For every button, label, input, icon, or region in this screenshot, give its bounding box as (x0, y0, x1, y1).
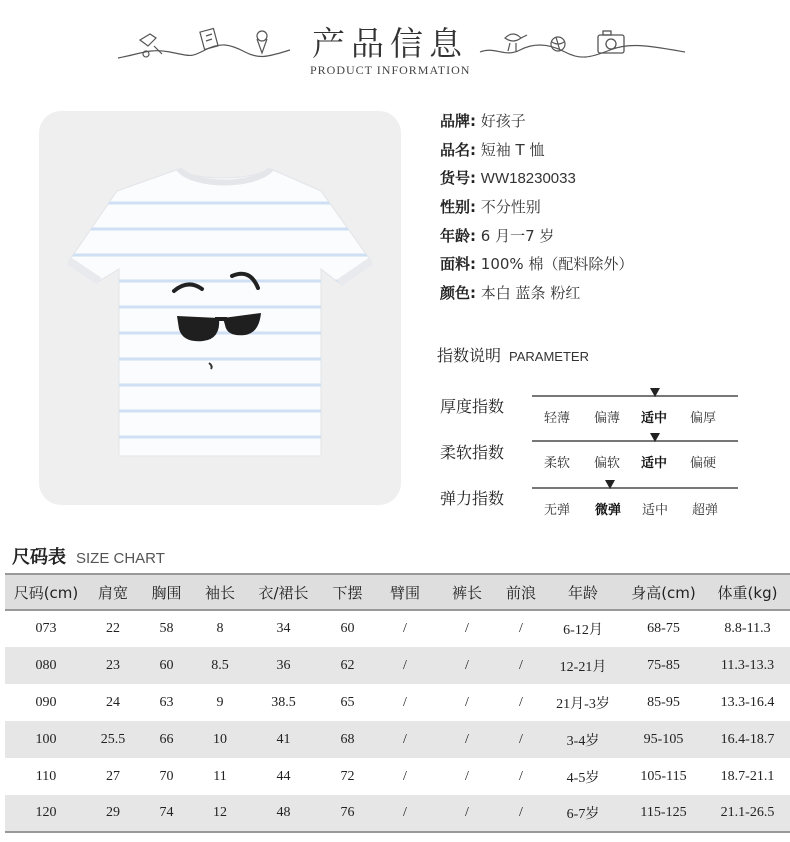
info-value: 本白 蓝条 粉红 (480, 284, 581, 303)
table-cell: / (465, 768, 469, 784)
product-info-list (440, 111, 780, 312)
table-cell: / (465, 621, 469, 636)
table-row (5, 795, 790, 832)
table-cell: 36 (246, 647, 321, 684)
size-chart-table (5, 573, 790, 833)
info-value: 短袖 T 恤 (480, 140, 545, 159)
index-marker-icon (605, 480, 615, 489)
table-cell: 105-115 (640, 768, 687, 784)
table-cell: 44 (276, 768, 291, 784)
table-cell: 41 (246, 721, 321, 758)
table-cell: 62 (321, 647, 374, 684)
table-cell: / (436, 647, 498, 684)
index-option: 偏薄 (594, 411, 621, 426)
table-cell: 11 (213, 768, 227, 784)
table-cell: 27 (106, 768, 120, 784)
index-option: 超弹 (692, 503, 719, 518)
table-cell: / (465, 694, 469, 710)
table-cell: 70 (159, 768, 174, 784)
table-cell: / (436, 795, 498, 832)
info-sku (440, 168, 780, 197)
column-header: 衣/裙长 (246, 574, 321, 610)
index-option: 偏厚 (690, 411, 717, 426)
index-option: 适中 (642, 503, 669, 518)
index-label: 弹力指数 (440, 489, 505, 508)
page-subtitle: PRODUCT INFORMATION (310, 63, 471, 77)
table-row (5, 610, 790, 647)
index-option-selected: 微弹 (595, 503, 622, 518)
index-scale-line (532, 440, 738, 442)
info-key: 性别: (440, 198, 476, 217)
table-cell: 11.3-13.3 (705, 647, 790, 684)
table-cell: / (519, 621, 523, 636)
info-age (440, 226, 780, 255)
table-cell: 4-5岁 (566, 770, 600, 786)
table-cell: 8.8-11.3 (724, 621, 771, 636)
info-value: 100% 棉（配料除外） (480, 255, 634, 274)
index-option-selected: 适中 (641, 456, 668, 471)
index-option: 偏硬 (690, 456, 717, 471)
table-cell: 85-95 (647, 694, 680, 710)
doodle-toy-icon (140, 34, 162, 57)
info-key: 货号: (440, 169, 476, 188)
table-cell: 60 (139, 647, 194, 684)
table-cell: 9 (216, 694, 224, 710)
table-cell: / (403, 768, 407, 784)
table-cell: 25.5 (87, 721, 139, 758)
parameter-subtitle: PARAMETER (509, 349, 589, 364)
parameter-title: 指数说明 (437, 346, 502, 365)
table-cell: 18.7-21.1 (720, 768, 775, 784)
column-header: 身高(cm) (622, 574, 705, 610)
info-value: 6 月一7 岁 (480, 226, 555, 245)
info-name (440, 140, 780, 169)
table-cell: 68-75 (647, 621, 680, 636)
size-table-body (5, 610, 790, 832)
page-header (0, 0, 790, 90)
column-header: 年龄 (544, 574, 622, 610)
index-scale-line (532, 395, 738, 397)
column-header: 前浪 (498, 574, 544, 610)
table-row (5, 721, 790, 758)
wavy-line-right-icon (480, 45, 685, 57)
size-table-header-row (5, 574, 790, 610)
index-option: 无弹 (544, 503, 571, 518)
info-color (440, 283, 780, 312)
table-cell: / (403, 621, 407, 636)
table-row (5, 647, 790, 684)
column-header: 胸围 (139, 574, 194, 610)
table-cell: / (498, 721, 544, 758)
info-key: 年龄: (440, 226, 476, 245)
table-cell: 090 (35, 694, 57, 710)
table-cell: 13.3-16.4 (720, 694, 775, 710)
table-cell: 38.5 (271, 694, 296, 710)
softness-index (440, 438, 740, 478)
table-cell: 12 (194, 795, 246, 832)
column-header: 臂围 (374, 574, 436, 610)
index-marker-icon (650, 433, 660, 442)
info-value: 好孩子 (480, 112, 526, 130)
table-cell: 24 (106, 694, 120, 710)
table-cell: 22 (106, 621, 120, 636)
index-option: 轻薄 (544, 411, 571, 426)
size-chart-subtitle: SIZE CHART (76, 550, 165, 567)
table-cell: / (374, 647, 436, 684)
table-cell: 95-105 (622, 721, 705, 758)
size-chart-title: 尺码表 (12, 547, 66, 568)
table-cell: / (498, 647, 544, 684)
table-cell: / (498, 795, 544, 832)
table-cell: 21.1-26.5 (705, 795, 790, 832)
elasticity-index (440, 485, 740, 525)
index-label: 厚度指数 (440, 397, 505, 416)
column-header: 裤长 (436, 574, 498, 610)
table-cell: 76 (321, 795, 374, 832)
column-header: 体重(kg) (705, 574, 790, 610)
table-cell: 6-12月 (563, 623, 603, 638)
column-header: 下摆 (321, 574, 374, 610)
index-option: 偏软 (594, 456, 621, 471)
parameter-heading (437, 343, 589, 366)
info-value: 不分性别 (480, 198, 541, 217)
table-cell: / (519, 694, 523, 710)
table-cell: 8 (216, 621, 224, 636)
product-photo (39, 111, 401, 505)
table-cell: 65 (340, 694, 355, 710)
info-fabric (440, 254, 780, 283)
table-cell: 23 (87, 647, 139, 684)
table-cell: 16.4-18.7 (705, 721, 790, 758)
table-row (5, 684, 790, 721)
index-option-selected: 适中 (641, 411, 668, 426)
table-cell: 74 (139, 795, 194, 832)
table-cell: 10 (194, 721, 246, 758)
table-cell: 120 (5, 795, 87, 832)
column-header: 袖长 (194, 574, 246, 610)
info-key: 面料: (440, 255, 476, 274)
index-scale-line (532, 487, 738, 489)
table-cell: 115-125 (622, 795, 705, 832)
index-option: 柔软 (544, 456, 571, 471)
info-key: 品牌: (440, 112, 476, 130)
table-cell: 60 (340, 621, 355, 636)
size-chart-heading (12, 543, 165, 569)
info-key: 颜色: (440, 284, 476, 303)
table-row (5, 758, 790, 795)
table-cell: 3-4岁 (544, 721, 622, 758)
tshirt-illustration (39, 111, 401, 505)
table-cell: 100 (5, 721, 87, 758)
column-header: 肩宽 (87, 574, 139, 610)
table-cell: 63 (159, 694, 174, 710)
page-title: 产品信息 (312, 24, 468, 63)
table-cell: 080 (5, 647, 87, 684)
index-marker-icon (650, 388, 660, 397)
table-cell: 48 (246, 795, 321, 832)
table-cell: 29 (87, 795, 139, 832)
info-value: WW18230033 (480, 170, 576, 188)
table-cell: / (436, 721, 498, 758)
info-gender (440, 197, 780, 226)
table-cell: 68 (321, 721, 374, 758)
table-cell: 34 (276, 621, 291, 636)
table-cell: 8.5 (194, 647, 246, 684)
table-cell: 21月-3岁 (556, 696, 610, 712)
column-header: 尺码(cm) (5, 574, 87, 610)
table-cell: / (374, 795, 436, 832)
info-brand (440, 111, 780, 140)
table-cell: 073 (35, 621, 57, 636)
index-label: 柔软指数 (440, 443, 505, 462)
table-cell: 110 (35, 768, 57, 784)
table-cell: 12-21月 (544, 647, 622, 684)
doodle-icecream-icon (257, 31, 267, 53)
thickness-index (440, 393, 740, 433)
doodle-book-icon (200, 28, 218, 49)
table-cell: 75-85 (622, 647, 705, 684)
table-cell: 66 (139, 721, 194, 758)
table-cell: / (403, 694, 407, 710)
table-cell: / (374, 721, 436, 758)
table-cell: 58 (159, 621, 174, 636)
info-key: 品名: (440, 140, 476, 159)
table-cell: 6-7岁 (544, 795, 622, 832)
table-cell: / (519, 768, 523, 784)
table-cell: 72 (340, 768, 355, 784)
